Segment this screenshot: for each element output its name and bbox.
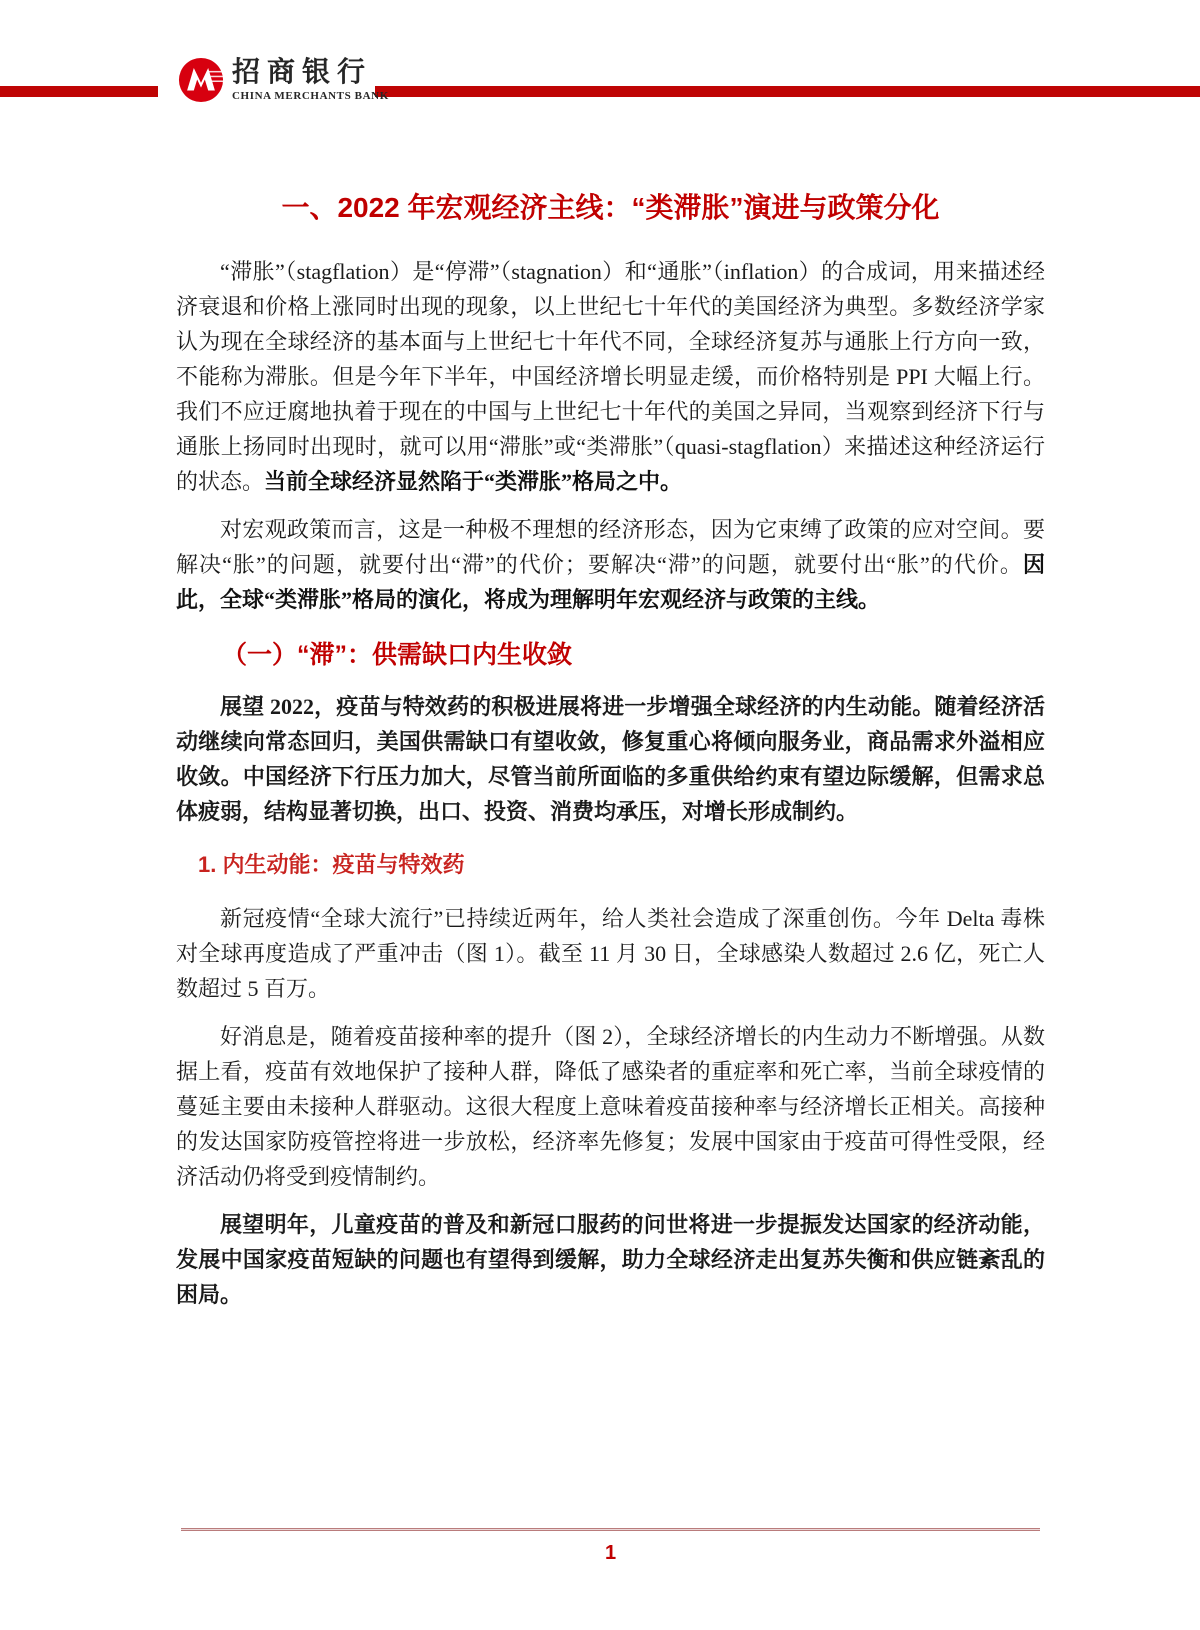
brand-block bbox=[232, 57, 452, 102]
brand-name-en: CHINA MERCHANTS BANK bbox=[232, 90, 389, 102]
subsection-heading-vaccines: 1. 内生动能：疫苗与特效药 bbox=[198, 852, 465, 877]
paragraph-outlook-next-year: 展望明年，儿童疫苗的普及和新冠口服药的问世将进一步提振发达国家的经济动能，发展中国家疫苗短缺的问题也有望得到缓解，助力全球经济走出复苏失衡和供应链紊乱的困局。 bbox=[176, 1212, 1045, 1307]
document-content bbox=[176, 182, 1045, 1325]
header-rule-right bbox=[375, 86, 1200, 97]
paragraph-bold-text: 当前全球经济显然陷于“类滞胀”格局之中。 bbox=[264, 469, 683, 494]
paragraph-bold-text: 因此，全球“类滞胀”格局的演化，将成为理解明年宏观经济与政策的主线。 bbox=[176, 552, 1045, 612]
footer-rule bbox=[181, 1528, 1040, 1531]
cmb-logo-icon bbox=[178, 57, 224, 103]
paragraph-macro-policy bbox=[176, 512, 1045, 617]
paragraph-vaccination-good-news: 好消息是，随着疫苗接种率的提升（图 2），全球经济增长的内生动力不断增强。从数据上看，疫苗有效地保护了接种人群，降低了感染者的重症率和死亡率，当前全球疫情的蔓延主要由未接种人群驱动。这很大程度上意味着疫苗接种率与经济增长正相关。高接种的发达国家防疫管控将进一步放松，经济率先修复；发展中国家由于疫苗可得性受限，经济活动仍将受到疫情制约。 bbox=[176, 1024, 1045, 1189]
paragraph-pandemic-impact: 新冠疫情“全球大流行”已持续近两年，给人类社会造成了深重创伤。今年 Delta 毒株对全球再度造成了严重冲击（图 1）。截至 11 月 30 日，全球感染人数超过 2.6 亿，死亡人数超过 5 百万。 bbox=[176, 906, 1045, 1001]
paragraph-text: “滞胀”（stagflation）是“停滞”（stagnation）和“通胀”（inflation）的合成词，用来描述经济衰退和价格上涨同时出现的现象，以上世纪七十年代的美国经济为典型。多数经济学家认为现在全球经济的基本面与上世纪七十年代不同，全球经济复苏与通胀上行方向一致，不能称为滞胀。但是今年下半年，中国经济增长明显走缓，而价格特别是 PPI 大幅上行。我们不应迂腐地执着于现在的中国与上世纪七十年代的美国之异同，当观察到经济下行与通胀上扬同时出现时，就可以用“滞胀”或“类滞胀”（quasi-stagflation）来描述这种经济运行的状态。 bbox=[176, 259, 1045, 494]
page-number: 1 bbox=[604, 1542, 617, 1564]
paragraph-stagflation-definition bbox=[176, 254, 1045, 499]
header-rule-left bbox=[0, 86, 158, 97]
paragraph-text: 对宏观政策而言，这是一种极不理想的经济形态，因为它束缚了政策的应对空间。要解决“胀”的问题，就要付出“滞”的代价；要解决“滞”的问题，就要付出“胀”的代价。 bbox=[176, 517, 1045, 577]
subsection-heading-stagnation: （一）“滞”：供需缺口内生收敛 bbox=[222, 641, 573, 669]
section-title: 一、2022 年宏观经济主线：“类滞胀”演进与政策分化 bbox=[281, 192, 940, 223]
paragraph-outlook-2022: 展望 2022，疫苗与特效药的积极进展将进一步增强全球经济的内生动能。随着经济活动继续向常态回归，美国供需缺口有望收敛，修复重心将倾向服务业，商品需求外溢相应收敛。中国经济下行压力加大，尽管当前所面临的多重供给约束有望边际缓解，但需求总体疲弱，结构显著切换，出口、投资、消费均承压，对增长形成制约。 bbox=[176, 694, 1045, 824]
brand-name-cn: 招商银行 bbox=[232, 56, 373, 87]
